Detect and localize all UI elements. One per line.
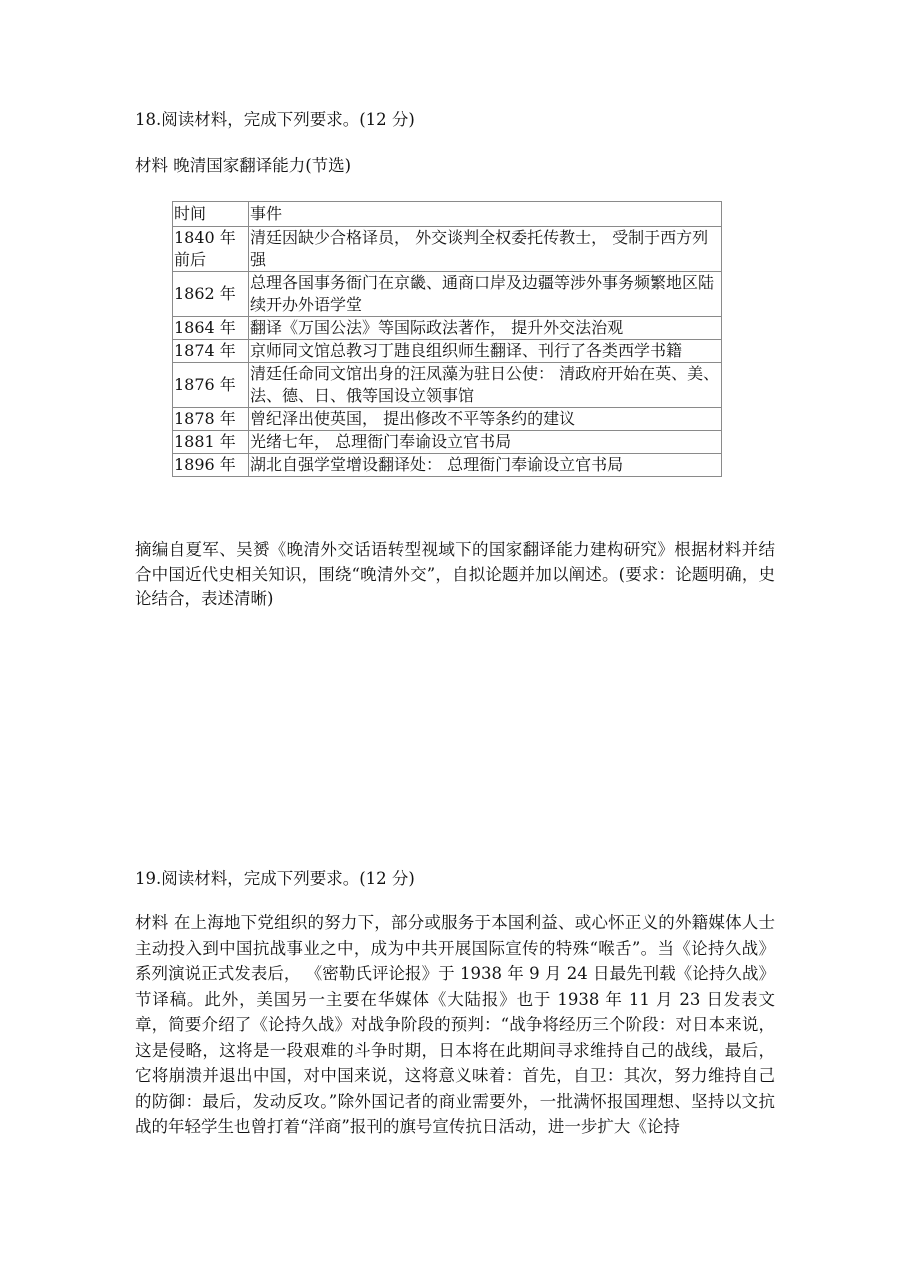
question-18-title: 18.阅读材料，完成下列要求。(12 分) — [135, 110, 415, 129]
table-row — [173, 340, 722, 363]
cell-time: 1862 年 — [173, 272, 249, 317]
table-row — [173, 317, 722, 340]
cell-event: 翻译《万国公法》等国际政法著作， 提升外交法治观 — [249, 317, 722, 340]
cell-event: 清廷因缺少合格译员， 外交谈判全权委托传教士， 受制于西方列强 — [249, 227, 722, 272]
events-table — [172, 201, 722, 477]
cell-time: 1876 年 — [173, 363, 249, 408]
cell-event: 京师同文馆总教习丁韪良组织师生翻译、刊行了各类西学书籍 — [249, 340, 722, 363]
cell-time: 1864 年 — [173, 317, 249, 340]
cell-event: 光绪七年， 总理衙门奉谕设立官书局 — [249, 431, 722, 454]
header-time: 时间 — [173, 202, 249, 227]
cell-time: 1896 年 — [173, 454, 249, 477]
table-row — [173, 272, 722, 317]
cell-time: 1840 年前后 — [173, 227, 249, 272]
cell-time: 1881 年 — [173, 431, 249, 454]
table-row — [173, 363, 722, 408]
cell-event: 总理各国事务衙门在京畿、通商口岸及边疆等涉外事务频繁地区陆续开办外语学堂 — [249, 272, 722, 317]
question-19-material: 材料 在上海地下党组织的努力下，部分或服务于本国利益、或心怀正义的外籍媒体人士主动投入到中国抗战事业之中，成为中共开展国际宣传的特殊“喉舌”。当《论持久战》系列演说正式发表后， 《密勒氏评论报》于 1938 年 9 月 24 日最先刊载《论持久战》节译稿。此外，美国另一主要在华媒体《大陆报》也于 1938 年 11 月 23 日发表文章，简要介绍了《论持久战》对战争阶段的预判：“战争将经历三个阶段：对日本来说，这是侵略，这将是一段艰难的斗争时期，日本将在此期间寻求维持自己的战线，最后，它将崩溃并退出中国，对中国来说，这将意义味着：首先，自卫：其次，努力维持自己的防御：最后，发动反攻。”除外国记者的商业需要外，一批满怀报国理想、坚持以文抗战的年轻学生也曾打着“洋商”报刊的旗号宣传抗日活动，进一步扩大《论持 — [135, 913, 775, 1136]
cell-time: 1878 年 — [173, 408, 249, 431]
material-title: 材料 晚清国家翻译能力(节选) — [135, 156, 352, 175]
table-row — [173, 454, 722, 477]
question-19-title: 19.阅读材料，完成下列要求。(12 分) — [135, 869, 415, 888]
cell-time: 1874 年 — [173, 340, 249, 363]
table-row — [173, 227, 722, 272]
table-row — [173, 431, 722, 454]
table-row — [173, 408, 722, 431]
table-header-row — [173, 202, 722, 227]
cell-event: 湖北自强学堂增设翻译处： 总理衙门奉谕设立官书局 — [249, 454, 722, 477]
header-event: 事件 — [249, 202, 722, 227]
cell-event: 清廷任命同文馆出身的汪凤藻为驻日公使： 清政府开始在英、美、法、德、日、俄等国设立领事馆 — [249, 363, 722, 408]
question-18-prompt: 摘编自夏军、吴赟《晚清外交话语转型视域下的国家翻译能力建构研究》根据材料并结合中国近代史相关知识，围绕“晚清外交”，自拟论题并加以阐述。(要求：论题明确，史论结合，表述清晰) — [135, 540, 775, 608]
cell-event: 曾纪泽出使英国， 提出修改不平等条约的建议 — [249, 408, 722, 431]
